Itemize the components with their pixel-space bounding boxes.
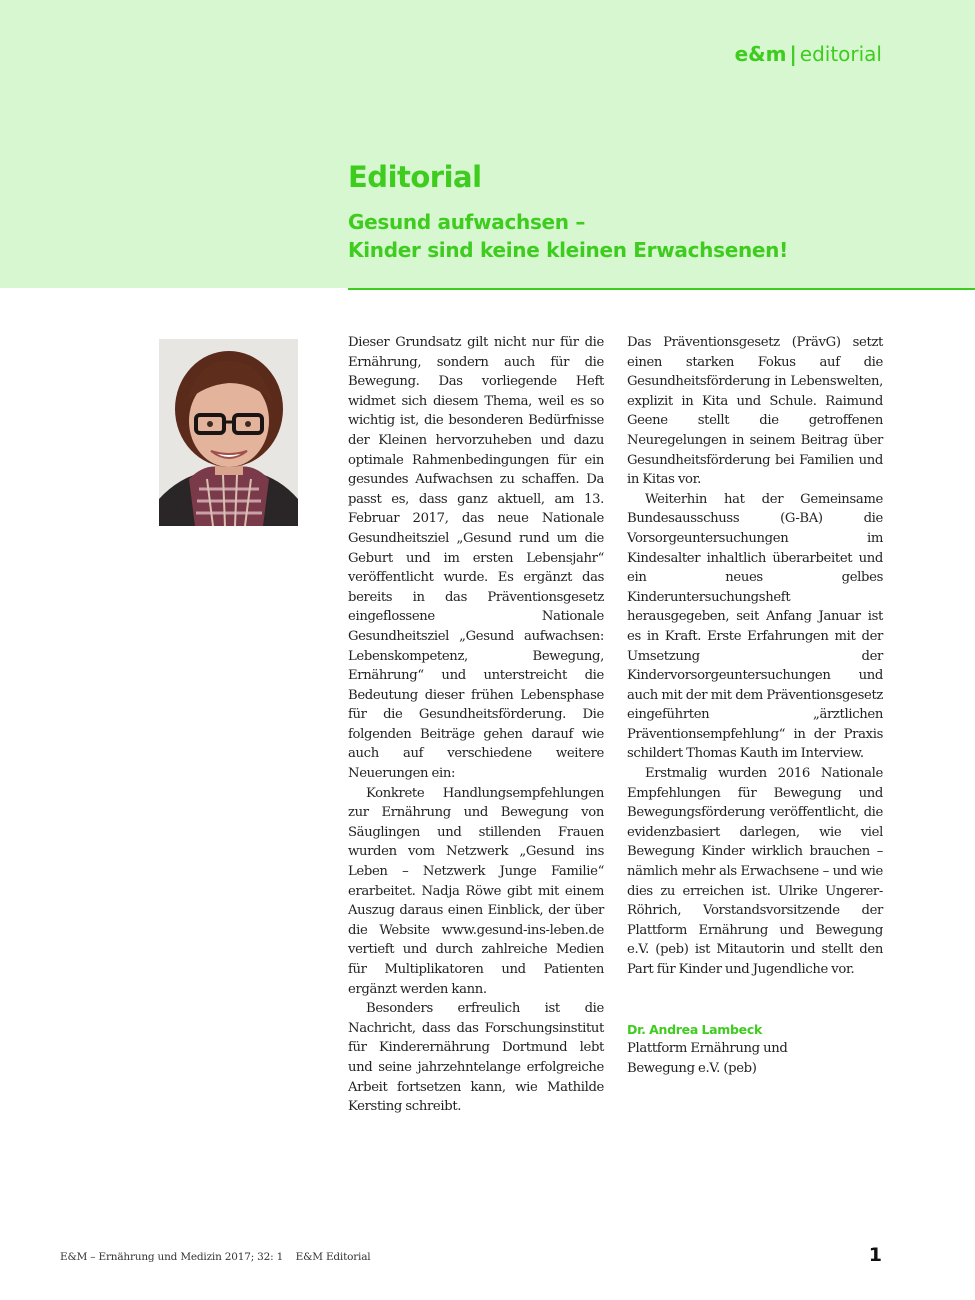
article-column-left xyxy=(348,333,604,1117)
title-rule xyxy=(348,288,975,290)
paragraph: Besonders erfreulich ist die Nachricht, dass das Forschungsinstitut für Kinderernährung Dortmund lebt und seine jahrzehntelange erfolgreiche Arbeit fortsetzen kann, wie Mathilde Kersting schreibt. xyxy=(348,1001,604,1115)
author-org-line-1: Plattform Ernährung und xyxy=(627,1041,788,1057)
page-number: 1 xyxy=(868,1244,882,1266)
paragraph: Erstmalig wurden 2016 Nationale Empfehlungen für Bewegung und Bewegungsförderung veröffentlicht, die evidenzbasiert darlegen, wie viel Bewegung Kinder wirklich brauchen – nämlich mehr als Erwachsene – und wie dies zu erreichen ist. Ulrike Ungerer-Röhrich, Vorstandsvorsitzende der Plattform Ernährung und Bewegung e.V. (peb) ist Mitautorin und stellt den Part für Kinder und Jugendliche vor. xyxy=(627,766,883,977)
paragraph: Konkrete Handlungsempfehlungen zur Ernährung und Bewegung von Säuglingen und stillenden Frauen wurden vom Netzwerk „Gesund ins Leben – Netzwerk Junge Familie“ erarbeitet. Nadja Röwe gibt mit einem Auszug daraus einen Einblick, der über die Website www.gesund-ins-leben.de vertieft und durch zahlreiche Medien für Multiplikatoren und Patienten ergänzt werden kann. xyxy=(348,785,604,997)
brand-section-label: editorial xyxy=(799,42,882,66)
article-column-right xyxy=(627,333,883,1078)
paragraph: Weiterhin hat der Gemeinsame Bundesausschuss (G-BA) die Vorsorgeuntersuchungen im Kindesalter inhaltlich überarbeitet und ein neues gelbes Kinderuntersuchungsheft herausgegeben, seit Anfang Januar ist es in Kraft. Erste Erfahrungen mit der Umsetzung der Kindervorsorgeuntersuchungen und auch mit der mit dem Präventionsgesetz eingeführten „ärztlichen Präventionsempfehlung“ in der Praxis schildert Thomas Kauth im Interview. xyxy=(627,491,883,762)
subtitle-line-1: Gesund aufwachsen – xyxy=(348,210,586,234)
author-portrait-image xyxy=(159,339,298,526)
paragraph: Das Präventionsgesetz (PrävG) setzt einen starken Fokus auf die Gesundheitsförderung in Lebenswelten, explizit in Kita und Schule. Raimund Geene stellt die getroffenen Neuregelungen in seinem Beitrag über Gesundheitsförderung bei Familien und in Kitas vor. xyxy=(627,335,883,488)
author-name: Dr. Andrea Lambeck xyxy=(627,1021,762,1037)
paragraph: Dieser Grundsatz gilt nicht nur für die Ernährung, sondern auch für die Bewegung. Das vorliegende Heft widmet sich diesem Thema, weil es so wichtig ist, die besonderen Bedürfnisse der Kleinen hervorzuheben und dazu optimale Rahmenbedingungen für ein gesundes Aufwachsen zu schaffen. Da passt es, dass ganz aktuell, am 13. Februar 2017, das neue Nationale Gesundheitsziel „Gesund rund um die Geburt und im ersten Lebensjahr“ veröffentlicht wurde. Es ergänzt das bereits in das Präventionsgesetz eingeflossene Nationale Gesundheitsziel „Gesund aufwachsen: Lebenskompetenz, Bewegung, Ernährung“ und unterstreicht die Bedeutung dieser frühen Lebensphase für die Gesundheitsförderung. Die folgenden Beiträge gehen darauf wie auch auf verschiedene weitere Neuerungen ein: xyxy=(348,335,604,782)
brand-logo-text: e&m xyxy=(734,42,787,66)
footer-citation: E&M – Ernährung und Medizin 2017; 32: 1 E&M Editorial xyxy=(60,1251,371,1263)
page-title: Editorial xyxy=(348,160,482,194)
page-subtitle xyxy=(348,208,788,264)
brand-separator: | xyxy=(789,42,797,66)
author-photo xyxy=(159,339,298,526)
section-brand xyxy=(735,42,882,66)
author-org-line-2: Bewegung e.V. (peb) xyxy=(627,1060,757,1076)
author-signature xyxy=(627,1020,883,1079)
subtitle-line-2: Kinder sind keine kleinen Erwachsenen! xyxy=(348,238,788,262)
